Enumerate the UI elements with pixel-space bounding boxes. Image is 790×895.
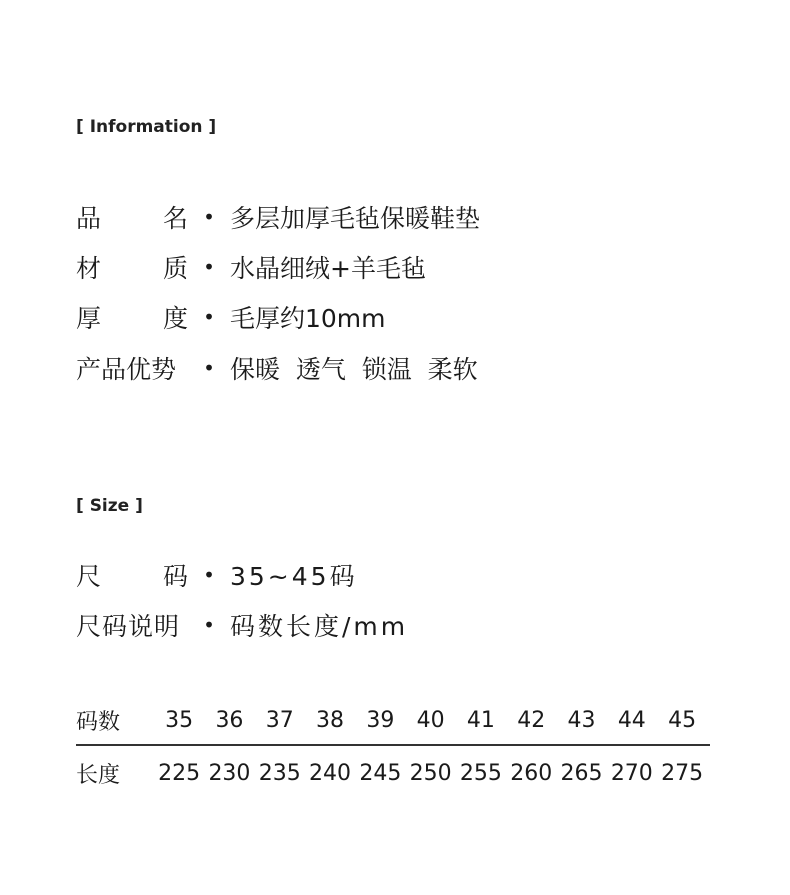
length-cell: 225 bbox=[158, 760, 201, 786]
size-label bbox=[76, 557, 188, 593]
label-char: 码 bbox=[162, 562, 188, 591]
info-label bbox=[76, 299, 188, 335]
separator-dot: • bbox=[203, 255, 215, 279]
size-cell: 38 bbox=[316, 707, 345, 733]
size-value: 35~45码 bbox=[230, 562, 358, 591]
info-row-thickness bbox=[76, 299, 386, 335]
label-char: 尺码说明 bbox=[76, 612, 181, 641]
label-char: 尺 bbox=[76, 562, 102, 591]
info-value: 毛厚约10mm bbox=[230, 304, 386, 333]
size-cell: 45 bbox=[668, 707, 697, 733]
size-cell: 39 bbox=[366, 707, 395, 733]
size-table-length-row bbox=[76, 756, 707, 790]
table-divider bbox=[76, 744, 710, 746]
label-char: 质 bbox=[162, 254, 188, 283]
label-char: 名 bbox=[162, 204, 188, 233]
length-cell: 250 bbox=[409, 760, 452, 786]
info-value: 多层加厚毛毡保暖鞋垫 bbox=[230, 204, 481, 233]
label-char: 材 bbox=[76, 254, 102, 283]
label-char: 厚 bbox=[76, 304, 102, 333]
size-heading: [ Size ] bbox=[76, 496, 143, 516]
length-cell: 235 bbox=[258, 760, 301, 786]
size-cell: 44 bbox=[617, 707, 646, 733]
length-cell: 275 bbox=[661, 760, 704, 786]
label-char: 品 bbox=[76, 204, 102, 233]
size-cell: 37 bbox=[265, 707, 294, 733]
size-label bbox=[76, 607, 188, 643]
separator-dot: • bbox=[203, 356, 215, 380]
size-cell: 43 bbox=[567, 707, 596, 733]
size-table-length-label: 长度 bbox=[76, 762, 121, 788]
length-cell: 265 bbox=[560, 760, 603, 786]
info-row-name bbox=[76, 199, 480, 235]
information-heading: [ Information ] bbox=[76, 117, 217, 137]
size-cell: 35 bbox=[165, 707, 194, 733]
info-label bbox=[76, 249, 188, 285]
separator-dot: • bbox=[203, 205, 215, 229]
info-row-material bbox=[76, 249, 426, 285]
separator-dot: • bbox=[203, 563, 215, 587]
info-row-advantages bbox=[76, 350, 478, 386]
length-cell: 260 bbox=[510, 760, 553, 786]
size-table-header-row bbox=[76, 703, 707, 737]
info-label bbox=[76, 199, 188, 235]
separator-dot: • bbox=[203, 613, 215, 637]
length-cell: 270 bbox=[610, 760, 653, 786]
separator-dot: • bbox=[203, 305, 215, 329]
label-char: 产品优势 bbox=[76, 355, 177, 384]
info-label bbox=[76, 350, 188, 386]
size-cell: 42 bbox=[517, 707, 546, 733]
size-table-header-label: 码数 bbox=[76, 709, 121, 735]
length-cell: 240 bbox=[309, 760, 352, 786]
info-value: 保暖 透气 锁温 柔软 bbox=[230, 355, 478, 384]
size-cell: 40 bbox=[416, 707, 445, 733]
size-row-note bbox=[76, 607, 408, 643]
length-cell: 255 bbox=[459, 760, 502, 786]
size-cell: 41 bbox=[466, 707, 495, 733]
size-row-range bbox=[76, 557, 358, 593]
label-char: 度 bbox=[162, 304, 188, 333]
info-value: 水晶细绒+羊毛毡 bbox=[230, 254, 426, 283]
size-value: 码数长度/mm bbox=[230, 612, 409, 641]
length-cell: 230 bbox=[208, 760, 251, 786]
size-cell: 36 bbox=[215, 707, 244, 733]
length-cell: 245 bbox=[359, 760, 402, 786]
